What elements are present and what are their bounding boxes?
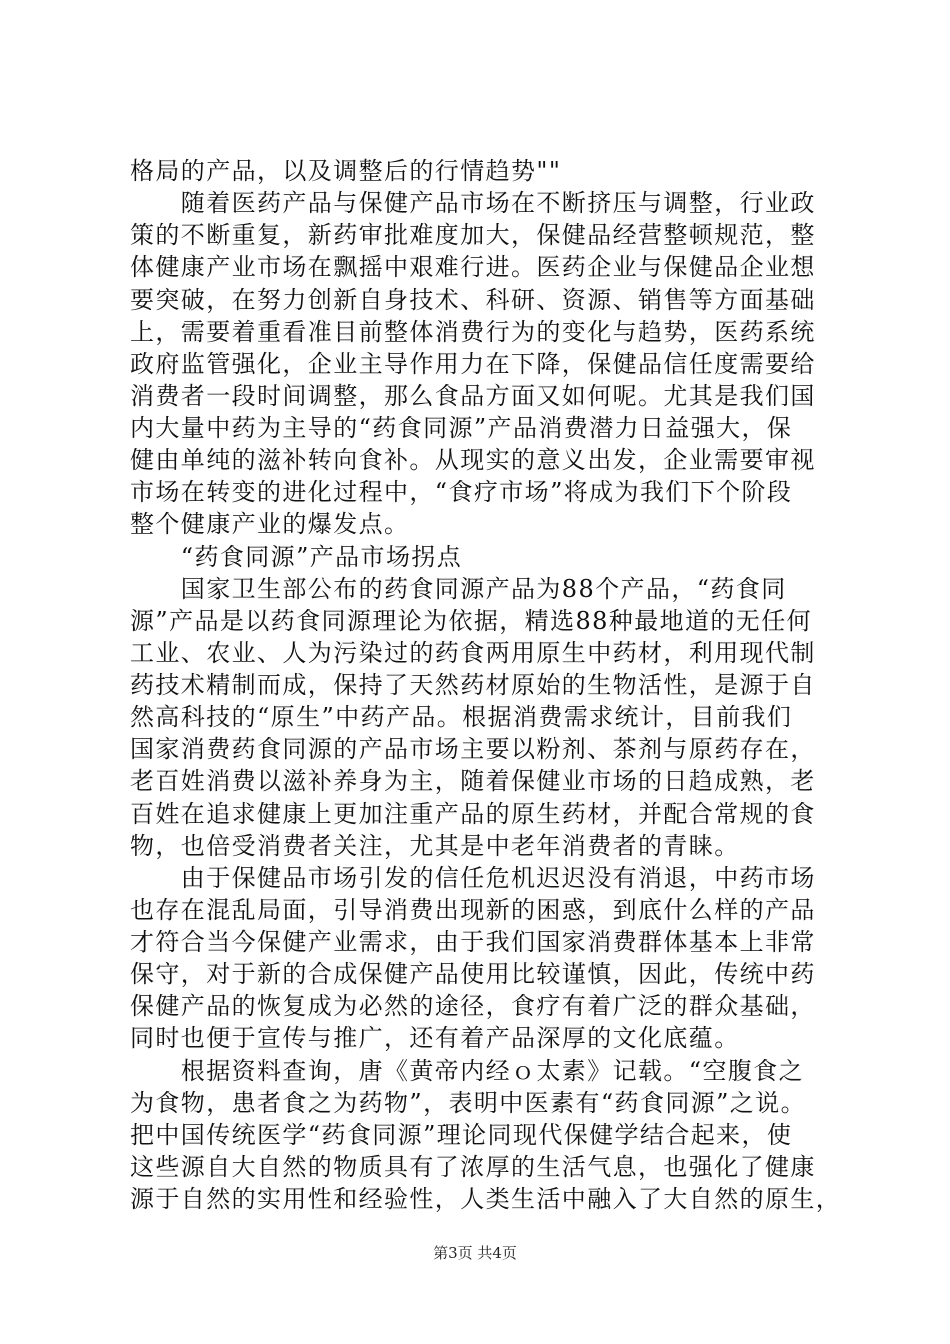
text-line: 上，需要着重看准目前整体消费行为的变化与趋势，医药系统 [130, 317, 816, 346]
text-line: 国家消费药食同源的产品市场主要以粉剂、茶剂与原药存在， [130, 735, 816, 764]
text-line: 工业、农业、人为污染过的药食两用原生中药材，利用现代制 [130, 638, 816, 667]
text-line: 保守，对于新的合成保健产品使用比较谨慎，因此，传统中药 [130, 960, 816, 989]
text-line: 体健康产业市场在飘摇中艰难行进。医药企业与保健品企业想 [130, 253, 816, 282]
text-line: 然高科技的“原生”中药产品。根据消费需求统计，目前我们 [130, 703, 793, 732]
text-line: 物，也倍受消费者关注，尤其是中老年消费者的青睐。 [130, 831, 740, 860]
text-line: 由于保健品市场引发的信任危机迟迟没有消退，中药市场 [130, 863, 816, 892]
text-line: 市场在转变的进化过程中，“食疗市场”将成为我们下个阶段 [130, 478, 793, 507]
section-heading: “药食同源”产品市场拐点 [130, 542, 463, 571]
text-line: 要突破，在努力创新自身技术、科研、资源、销售等方面基础 [130, 285, 816, 314]
text-line: 才符合当今保健产业需求，由于我们国家消费群体基本上非常 [130, 928, 816, 956]
page-number-footer: 第3页 共4页 [433, 1244, 517, 1262]
text-line: 策的不断重复，新药审批难度加大，保健品经营整顿规范，整 [130, 221, 816, 250]
text-line: 国家卫生部公布的药食同源产品为88个产品，“药食同 [130, 574, 787, 603]
text-line: 政府监管强化，企业主导作用力在下降，保健品信任度需要给 [130, 349, 816, 378]
text-line: 格局的产品，以及调整后的行情趋势"" [130, 157, 562, 185]
text-line: 同时也便于宣传与推广，还有着产品深厚的文化底蕴。 [130, 1024, 740, 1053]
text-line: 源”产品是以药食同源理论为依据，精选88种最地道的无任何 [130, 606, 813, 635]
text-line: 把中国传统医学“药食同源”理论同现代保健学结合起来，使 [130, 1120, 793, 1149]
text-line: 内大量中药为主导的“药食同源”产品消费潜力日益强大，保 [130, 414, 793, 442]
text-line: 这些源自大自然的物质具有了浓厚的生活气息，也强化了健康 [130, 1152, 816, 1181]
text-line: 也存在混乱局面，引导消费出现新的困惑，到底什么样的产品 [130, 895, 816, 924]
text-line: 药技术精制而成，保持了天然药材原始的生物活性，是源于自 [130, 671, 816, 699]
text-line: 保健产品的恢复成为必然的途径，食疗有着广泛的群众基础， [130, 992, 816, 1021]
text-line: 源于自然的实用性和经验性，人类生活中融入了大自然的原生， [130, 1185, 842, 1213]
text-line: 消费者一段时间调整，那么食品方面又如何呢。尤其是我们国 [130, 381, 816, 410]
text-line: 随着医药产品与保健产品市场在不断挤压与调整，行业政 [130, 189, 816, 218]
text-line: 健由单纯的滋补转向食补。从现实的意义出发，企业需要审视 [130, 446, 816, 475]
text-line: 老百姓消费以滋补养身为主，随着保健业市场的日趋成熟，老 [130, 767, 816, 796]
text-line: 百姓在追求健康上更加注重产品的原生药材，并配合常规的食 [130, 799, 816, 828]
text-line: 根据资料查询，唐《黄帝内经ｏ太素》记载。“空腹食之 [130, 1056, 805, 1085]
text-line: 为食物，患者食之为药物”，表明中医素有“药食同源”之说。 [130, 1088, 807, 1117]
text-line: 整个健康产业的爆发点。 [130, 510, 410, 539]
